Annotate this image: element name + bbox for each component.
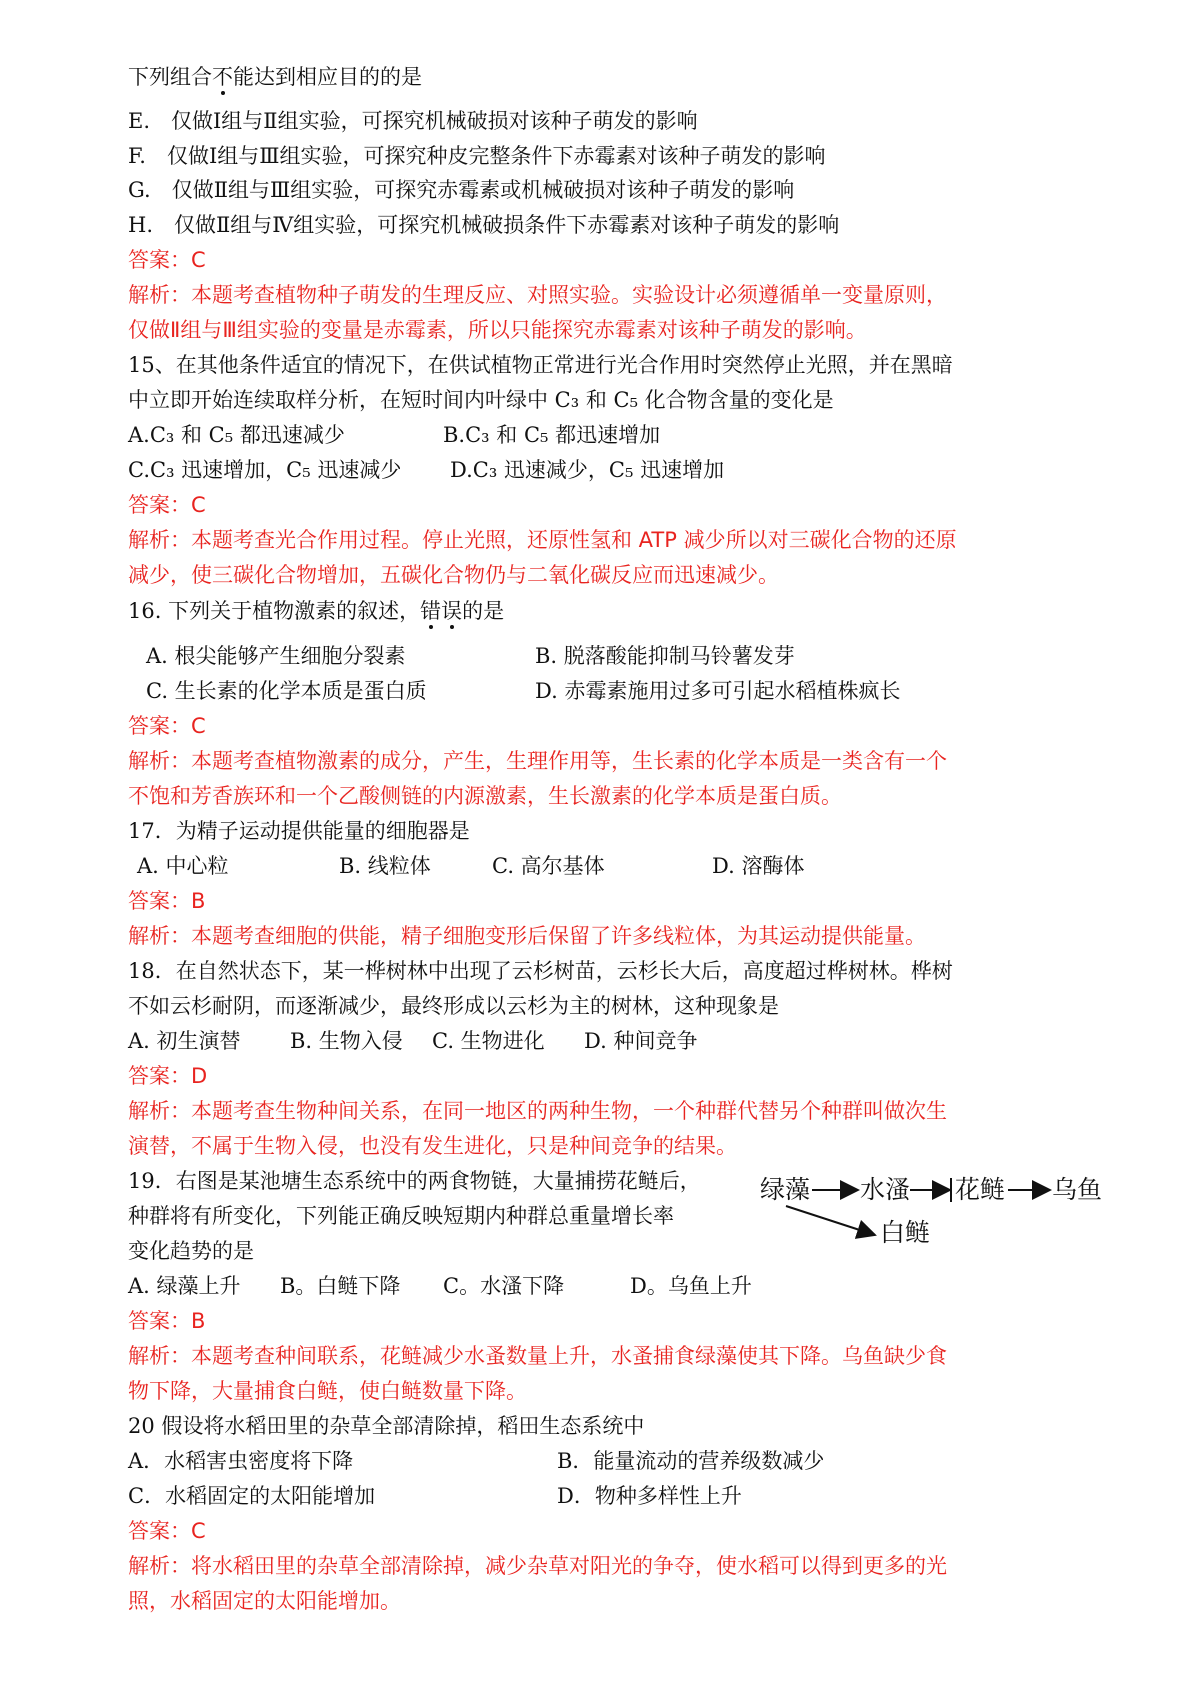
q20-option-a: A．水稻害虫密度将下降	[128, 1449, 354, 1473]
q16-stem	[128, 596, 1058, 626]
arrow-algae-to-silver-carp	[786, 1206, 875, 1235]
q16-option-d: D. 赤霉素施用过多可引起水稻植株疯长	[535, 679, 901, 703]
q20-option-c: C．水稻固定的太阳能增加	[128, 1484, 376, 1508]
q16-analysis-line2: 不饱和芳香族环和一个乙酸侧链的内源激素，生长激素的化学本质是蛋白质。	[128, 784, 842, 808]
q16-answer: 答案：C	[128, 714, 206, 738]
q15-analysis-line2: 减少，使三碳化合物增加，五碳化合物仍与二氧化碳反应而迅速减少。	[128, 563, 779, 587]
q16-stem-emphasis-2: 误	[441, 599, 463, 623]
q18-option-b: B. 生物入侵	[290, 1029, 403, 1053]
q17-option-b: B. 线粒体	[339, 854, 431, 878]
q14-answer: 答案：C	[128, 248, 206, 272]
q14-stem-emphasis: 不	[212, 65, 233, 89]
q17-answer: 答案：B	[128, 889, 206, 913]
q14-option-e: E. 仅做Ⅰ组与Ⅱ组实验，可探究机械破损对该种子萌发的影响	[128, 109, 698, 133]
q14-option-h: H. 仅做Ⅱ组与Ⅳ组实验，可探究机械破损条件下赤霉素对该种子萌发的影响	[128, 213, 840, 237]
q20-analysis-line1: 解析：将水稻田里的杂草全部清除掉，减少杂草对阳光的争夺，使水稻可以得到更多的光	[128, 1554, 947, 1578]
node-snakehead: 乌鱼	[1052, 1175, 1103, 1204]
node-water-flea: 水溞	[860, 1175, 911, 1204]
q20-analysis-line2: 照，水稻固定的太阳能增加。	[128, 1589, 401, 1613]
q16-option-b: B. 脱落酸能抑制马铃薯发芽	[535, 644, 795, 668]
q15-option-d: D.C₃ 迅速减少，C₅ 迅速增加	[450, 458, 725, 482]
q14-analysis-line1: 解析：本题考查植物种子萌发的生理反应、对照实验。实验设计必须遵循单一变量原则，	[128, 283, 947, 307]
q15-stem-line2: 中立即开始连续取样分析，在短时间内叶绿中 C₃ 和 C₅ 化合物含量的变化是	[128, 388, 834, 412]
q14-analysis-line2: 仅做Ⅱ组与Ⅲ组实验的变量是赤霉素，所以只能探究赤霉素对该种子萌发的影响。	[128, 318, 867, 342]
q16-analysis-line1: 解析：本题考查植物激素的成分，产生，生理作用等，生长素的化学本质是一类含有一个	[128, 749, 947, 773]
q19-stem-line1: 19．右图是某池塘生态系统中的两食物链，大量捕捞花鲢后，	[128, 1169, 701, 1193]
q15-option-b: B.C₃ 和 C₅ 都迅速增加	[443, 423, 661, 447]
q19-option-b: B。白鲢下降	[280, 1274, 401, 1298]
q20-stem: 20 假设将水稻田里的杂草全部清除掉，稻田生态系统中	[128, 1414, 645, 1438]
q14-option-f: F. 仅做Ⅰ组与Ⅲ组实验，可探究种皮完整条件下赤霉素对该种子萌发的影响	[128, 144, 826, 168]
food-chain-diagram	[760, 1160, 1120, 1250]
node-silver-carp: 白鲢	[880, 1218, 931, 1247]
q19-stem-line3: 变化趋势的是	[128, 1239, 254, 1263]
q19-answer: 答案：B	[128, 1309, 206, 1333]
q14-stem-part1: 下列组合	[128, 65, 212, 89]
q19-analysis-line2: 物下降，大量捕食白鲢，使白鲢数量下降。	[128, 1379, 527, 1403]
q16-stem-part1: 16. 下列关于植物激素的叙述，	[128, 599, 421, 623]
q17-analysis-line1: 解析：本题考查细胞的供能，精子细胞变形后保留了许多线粒体，为其运动提供能量。	[128, 924, 926, 948]
q19-option-c: C。水溞下降	[443, 1274, 565, 1298]
q14-stem-part2: 能达到相应目的的是	[233, 65, 422, 89]
q18-analysis-line1: 解析：本题考查生物种间关系，在同一地区的两种生物，一个种群代替另个种群叫做次生	[128, 1099, 947, 1123]
q15-option-a: A.C₃ 和 C₅ 都迅速减少	[128, 423, 345, 447]
q18-option-c: C. 生物进化	[432, 1029, 545, 1053]
node-green-algae: 绿藻	[760, 1175, 811, 1204]
q16-stem-emphasis-1: 错	[420, 599, 442, 623]
q18-answer: 答案：D	[128, 1064, 208, 1088]
q20-answer: 答案：C	[128, 1519, 206, 1543]
q14-option-g: G. 仅做Ⅱ组与Ⅲ组实验，可探究赤霉素或机械破损对该种子萌发的影响	[128, 178, 795, 202]
q17-option-d: D. 溶酶体	[712, 854, 805, 878]
q17-stem: 17．为精子运动提供能量的细胞器是	[128, 819, 470, 843]
q16-option-a: A. 根尖能够产生细胞分裂素	[146, 644, 406, 668]
q19-analysis-line1: 解析：本题考查种间联系，花鲢减少水蚤数量上升，水蚤捕食绿藻使其下降。乌鱼缺少食	[128, 1344, 947, 1368]
q18-analysis-line2: 演替，不属于生物入侵，也没有发生进化，只是种间竞争的结果。	[128, 1134, 737, 1158]
q14-stem	[128, 62, 1058, 92]
q17-option-c: C. 高尔基体	[492, 854, 605, 878]
node-bighead-carp: 花鲢	[955, 1175, 1006, 1204]
q20-option-d: D．物种多样性上升	[557, 1484, 742, 1508]
q19-option-a: A. 绿藻上升	[128, 1274, 241, 1298]
q18-option-a: A. 初生演替	[128, 1029, 241, 1053]
q15-answer: 答案：C	[128, 493, 206, 517]
q15-option-c: C.C₃ 迅速增加，C₅ 迅速减少	[128, 458, 402, 482]
q20-option-b: B．能量流动的营养级数减少	[557, 1449, 825, 1473]
q19-stem-line2: 种群将有所变化，下列能正确反映短期内种群总重量增长率	[128, 1204, 674, 1228]
food-chain-arrows	[760, 1160, 1120, 1250]
q18-stem-line2: 不如云杉耐阴，而逐渐减少，最终形成以云杉为主的树林，这种现象是	[128, 994, 779, 1018]
q17-option-a: A. 中心粒	[137, 854, 229, 878]
q15-stem-line1: 15、在其他条件适宜的情况下，在供试植物正常进行光合作用时突然停止光照，并在黑暗	[128, 353, 953, 377]
q16-option-c: C. 生长素的化学本质是蛋白质	[146, 679, 427, 703]
q18-stem-line1: 18．在自然状态下，某一桦树林中出现了云杉树苗，云杉长大后，高度超过桦树林。桦树	[128, 959, 953, 983]
q19-option-d: D。乌鱼上升	[630, 1274, 752, 1298]
q15-analysis-line1: 解析：本题考查光合作用过程。停止光照，还原性氢和 ATP 减少所以对三碳化合物的还原	[128, 528, 957, 552]
q16-stem-part2: 的是	[462, 599, 505, 623]
q18-option-d: D. 种间竞争	[584, 1029, 698, 1053]
